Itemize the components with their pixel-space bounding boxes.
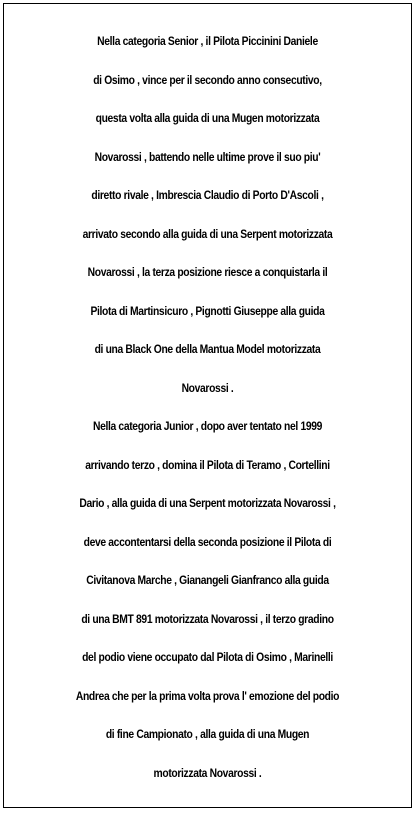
article-text [4, 22, 411, 792]
text-line: diretto rivale , Imbrescia Claudio di Porto D'Ascoli , [91, 188, 324, 202]
text-line: deve accontentarsi della seconda posizione il Pilota di [83, 534, 332, 549]
text-line: Novarossi , la terza posizione riesce a conquistarla il [87, 265, 328, 279]
text-line: arrivando terzo , domina il Pilota di Teramo , Cortellini [85, 457, 330, 472]
text-line: Novarossi , battendo nelle ultime prove il suo piu' [94, 149, 321, 164]
text-line: Nella categoria Senior , il Pilota Piccinini Daniele [97, 34, 318, 48]
text-line: questa volta alla guida di una Mugen motorizzata [95, 111, 320, 125]
text-line: di Osimo , vince per il secondo anno consecutivo, [93, 72, 322, 87]
text-line: Civitanova Marche , Gianangeli Gianfranco alla guida [86, 573, 329, 587]
text-line: arrivato secondo alla guida di una Serpent motorizzata [82, 226, 333, 241]
text-line: Novarossi . [181, 380, 234, 395]
text-line: di una BMT 891 motorizzata Novarossi , il terzo gradino [81, 611, 334, 626]
text-box-frame [3, 3, 412, 808]
text-line: Nella categoria Junior , dopo aver tentato nel 1999 [92, 419, 323, 433]
text-line: di una Black One della Mantua Model motorizzata [94, 342, 321, 356]
text-line: motorizzata Novarossi . [153, 765, 262, 780]
text-line: del podio viene occupato dal Pilota di Osimo , Marinelli [82, 650, 333, 664]
text-line: Dario , alla guida di una Serpent motorizzata Novarossi , [79, 496, 336, 510]
text-line: di fine Campionato , alla guida di una Mugen [105, 727, 310, 741]
text-line: Andrea che per la prima volta prova l' emozione del podio [75, 688, 340, 703]
paragraph-junior [4, 407, 411, 792]
paragraph-senior [4, 22, 411, 407]
text-line: Pilota di Martinsicuro , Pignotti Giuseppe alla guida [90, 303, 325, 318]
